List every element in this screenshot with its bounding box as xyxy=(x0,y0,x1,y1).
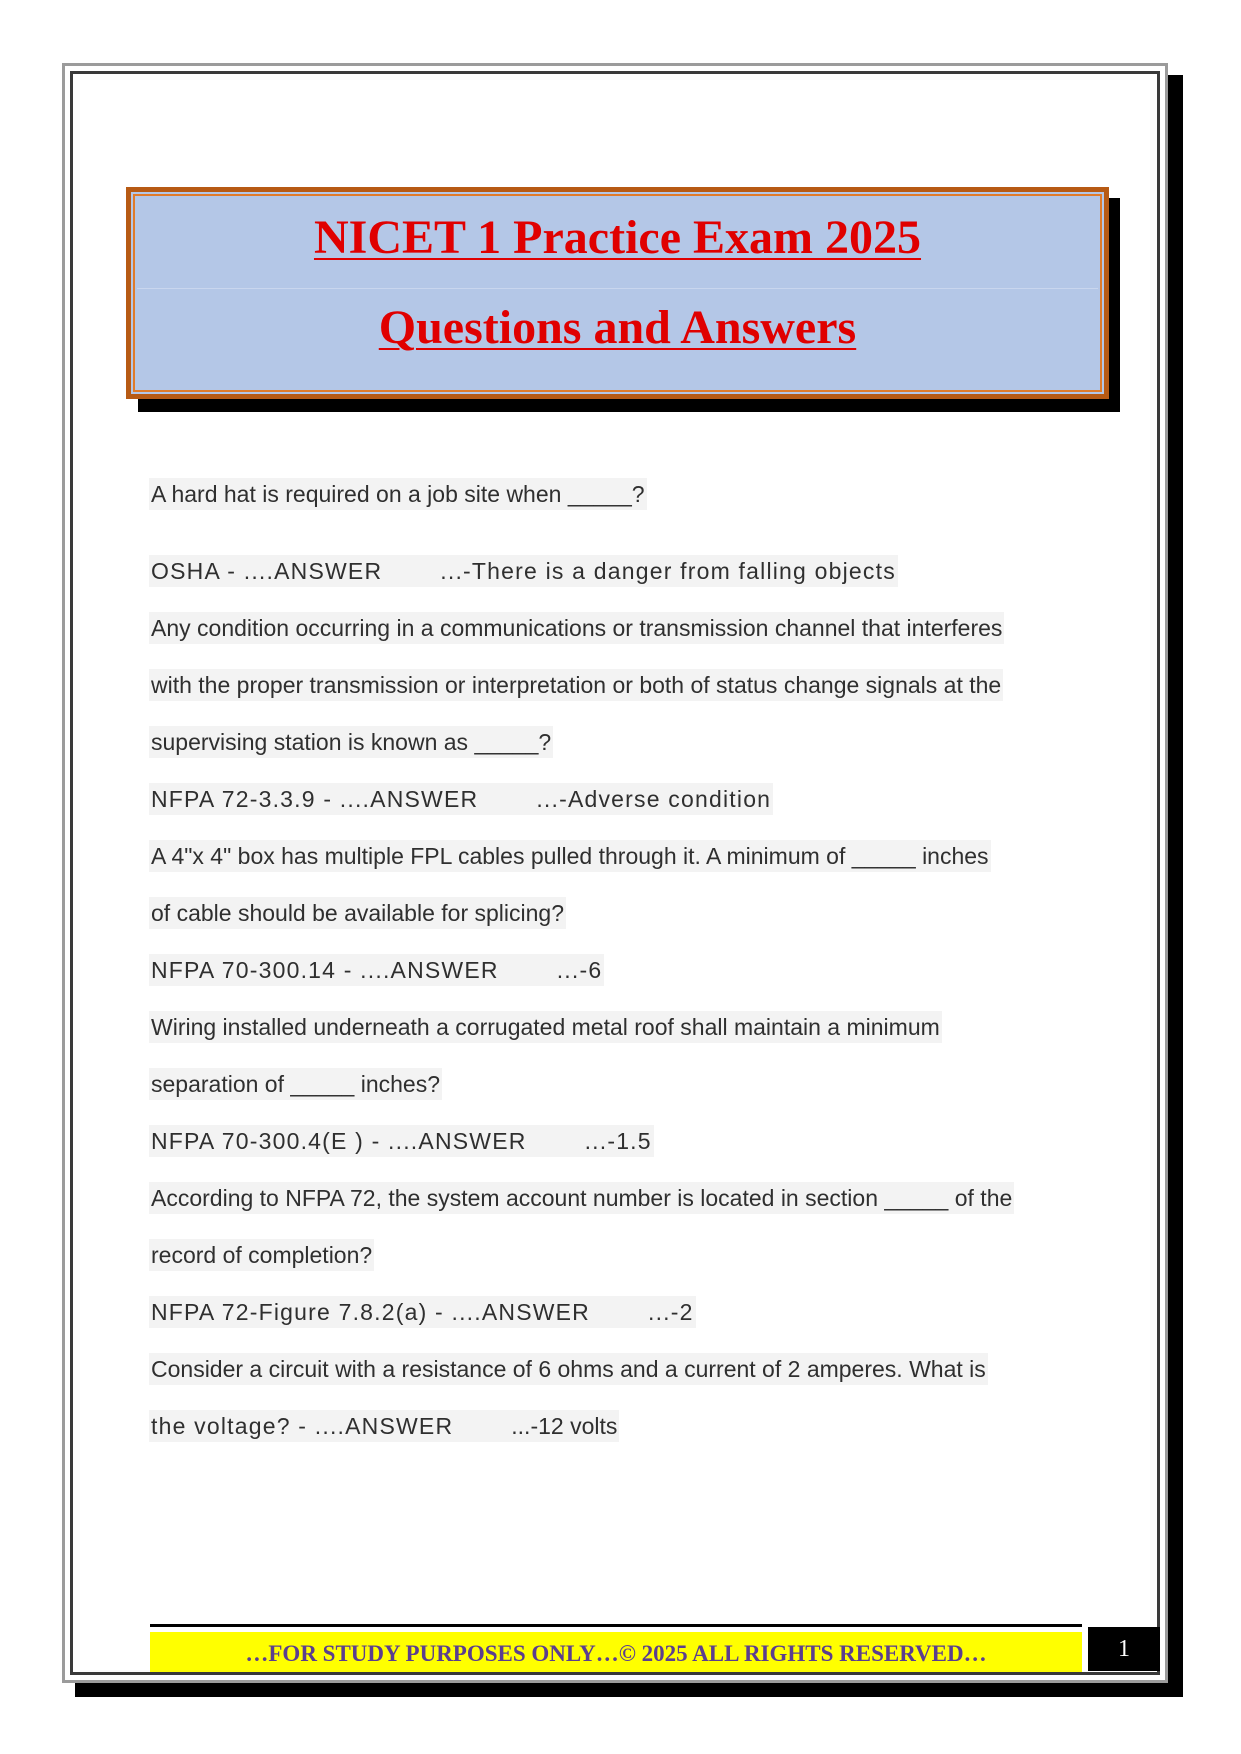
footer-notice: …FOR STUDY PURPOSES ONLY…© 2025 ALL RIGHTS RESERVED… xyxy=(150,1632,1082,1672)
answer-1-reference: OSHA - ....ANSWER xyxy=(151,558,383,584)
answer-2-reference: NFPA 72-3.3.9 - ....ANSWER xyxy=(151,786,479,812)
question-1: A hard hat is required on a job site when _____? xyxy=(149,478,647,510)
answer-2-text: ...-Adverse condition xyxy=(536,786,772,812)
title-box xyxy=(126,187,1109,399)
page-number: 1 xyxy=(1088,1627,1160,1671)
answer-5 xyxy=(149,1296,696,1328)
question-2-line-2: with the proper transmission or interpretation or both of status change signals at the xyxy=(149,669,1003,701)
answer-4-text: ...-1.5 xyxy=(584,1128,652,1154)
answer-2 xyxy=(149,783,773,815)
answer-5-text: ...-2 xyxy=(648,1299,694,1325)
answer-4-reference: NFPA 70-300.4(E ) - ....ANSWER xyxy=(151,1128,527,1154)
answer-1-text: ...-There is a danger from falling objects xyxy=(440,558,896,584)
question-2-line-3: supervising station is known as _____? xyxy=(149,726,553,758)
answer-4 xyxy=(149,1125,654,1157)
question-5-line-1: According to NFPA 72, the system account number is located in section _____ of the xyxy=(149,1182,1014,1214)
document-title: NICET 1 Practice Exam 2025 xyxy=(313,211,922,264)
answer-6-reference: the voltage? - ....ANSWER xyxy=(151,1413,454,1439)
answer-1 xyxy=(149,555,898,587)
question-6-line-1: Consider a circuit with a resistance of 6 ohms and a current of 2 amperes. What is xyxy=(149,1353,988,1385)
question-3-line-2: of cable should be available for splicing? xyxy=(149,897,566,929)
question-4-line-1: Wiring installed underneath a corrugated metal roof shall maintain a minimum xyxy=(149,1011,942,1043)
question-4-line-2: separation of _____ inches? xyxy=(149,1068,442,1100)
answer-3 xyxy=(149,954,604,986)
question-6-line-2 xyxy=(149,1410,619,1442)
answer-3-reference: NFPA 70-300.14 - ....ANSWER xyxy=(151,957,499,983)
question-2-line-1: Any condition occurring in a communications or transmission channel that interferes xyxy=(149,612,1004,644)
question-3-line-1: A 4"x 4" box has multiple FPL cables pulled through it. A minimum of _____ inches xyxy=(149,840,991,872)
answer-5-reference: NFPA 72-Figure 7.8.2(a) - ....ANSWER xyxy=(151,1299,590,1325)
document-subtitle: Questions and Answers xyxy=(378,301,857,354)
answer-6-text: ...-12 volts xyxy=(511,1413,618,1439)
answer-3-text: ...-6 xyxy=(556,957,603,983)
title-divider xyxy=(137,288,1098,289)
question-5-line-2: record of completion? xyxy=(149,1239,374,1271)
footer-rule xyxy=(150,1624,1082,1627)
